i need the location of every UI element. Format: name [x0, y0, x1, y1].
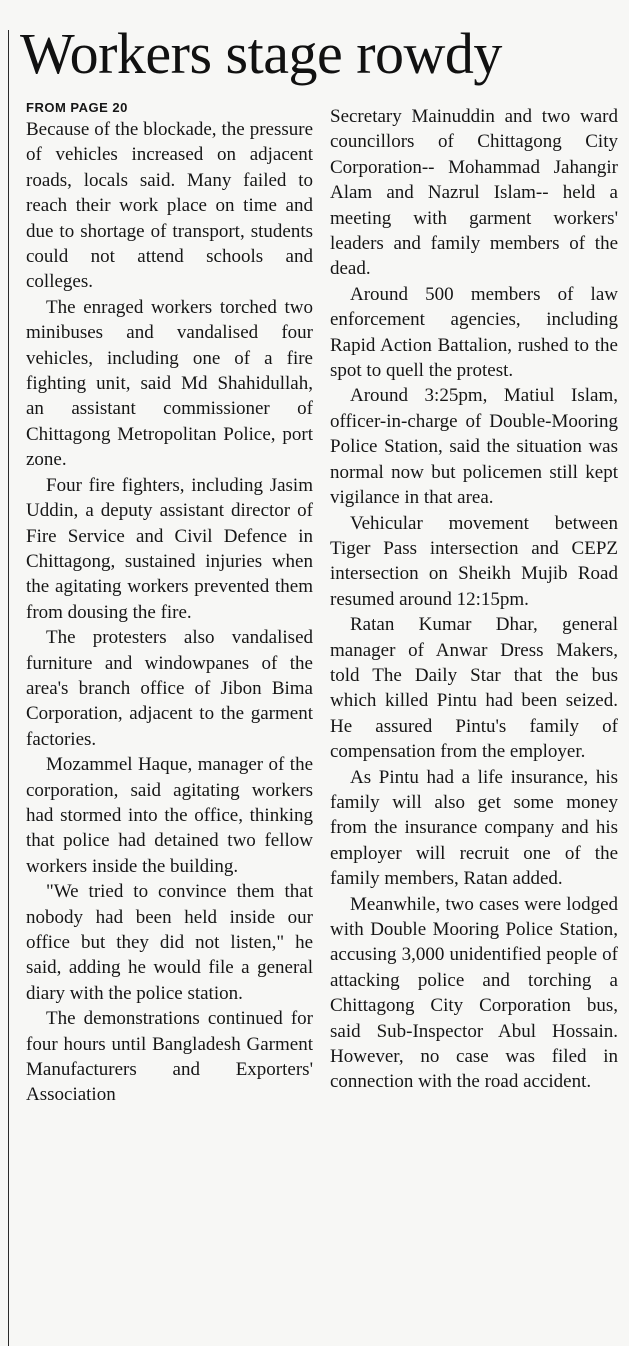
paragraph: The protesters also vandalised furniture and windowpanes of the area's branch office of Jibon Bima Corporation, adjacent to the garment factories.: [26, 627, 313, 750]
left-column: [26, 100, 313, 1108]
column-rule: [8, 30, 9, 1346]
paragraph: Around 3:25pm, Matiul Islam, officer-in-charge of Double-Mooring Police Station, said the situation was normal now but policemen still kept vigilance in that area.: [330, 385, 618, 509]
paragraph: Ratan Kumar Dhar, general manager of Anwar Dress Makers, told The Daily Star that the bus which killed Pintu had been seized. He assured Pintu's family of compensation from the employer.: [330, 614, 618, 763]
paragraph: Four fire fighters, including Jasim Uddin, a deputy assistant director of Fire Service and Civil Defence in Chittagong, sustained injuries when the agitating workers prevented them from dousing the fire.: [26, 474, 313, 623]
paragraph: Around 500 members of law enforcement agencies, including Rapid Action Battalion, rushed to the spot to quell the protest.: [330, 283, 618, 382]
paragraph: Vehicular movement between Tiger Pass intersection and CEPZ intersection on Sheikh Mujib Road resumed around 12:15pm.: [330, 512, 618, 610]
paragraph: Secretary Mainuddin and two ward councillors of Chittagong City Corporation-- Mohammad Jahangir Alam and Nazrul Islam-- held a meeting with garment workers' leaders and family members of the dead.: [330, 106, 618, 280]
paragraph: Mozammel Haque, manager of the corporation, said agitating workers had stormed into the office, thinking that police had detained two fellow workers inside the building.: [26, 754, 313, 877]
paragraph: "We tried to convince them that nobody had been held inside our office but they did not listen," he said, adding he would file a general diary with the police station.: [26, 881, 313, 1004]
headline: Workers stage rowdy: [20, 21, 502, 86]
paragraph: Meanwhile, two cases were lodged with Double Mooring Police Station, accusing 3,000 unidentified people of attacking police and torching a Chittagong City Corporation bus, said Sub-Inspector Abul Hossain. However, no case was filed in connection with the road accident.: [330, 893, 618, 1093]
paragraph: As Pintu had a life insurance, his family will also get some money from the insurance company and his employer will recruit one of the family members, Ratan added.: [330, 766, 618, 890]
paragraph: The demonstrations continued for four hours until Bangladesh Garment Manufacturers and Exporters' Association: [26, 1008, 313, 1106]
jump-label: FROM PAGE 20: [26, 100, 128, 115]
paragraph: The enraged workers torched two minibuses and vandalised four vehicles, including one of a fire fighting unit, said Md Shahidullah, an assistant commissioner of Chittagong Metropolitan Police, port zone.: [26, 296, 313, 471]
paragraph: Because of the blockade, the pressure of vehicles increased on adjacent roads, locals said. Many failed to reach their work place on time and due to shortage of transport, students could not attend schools and colleges.: [26, 119, 313, 293]
right-column: [330, 104, 618, 1095]
